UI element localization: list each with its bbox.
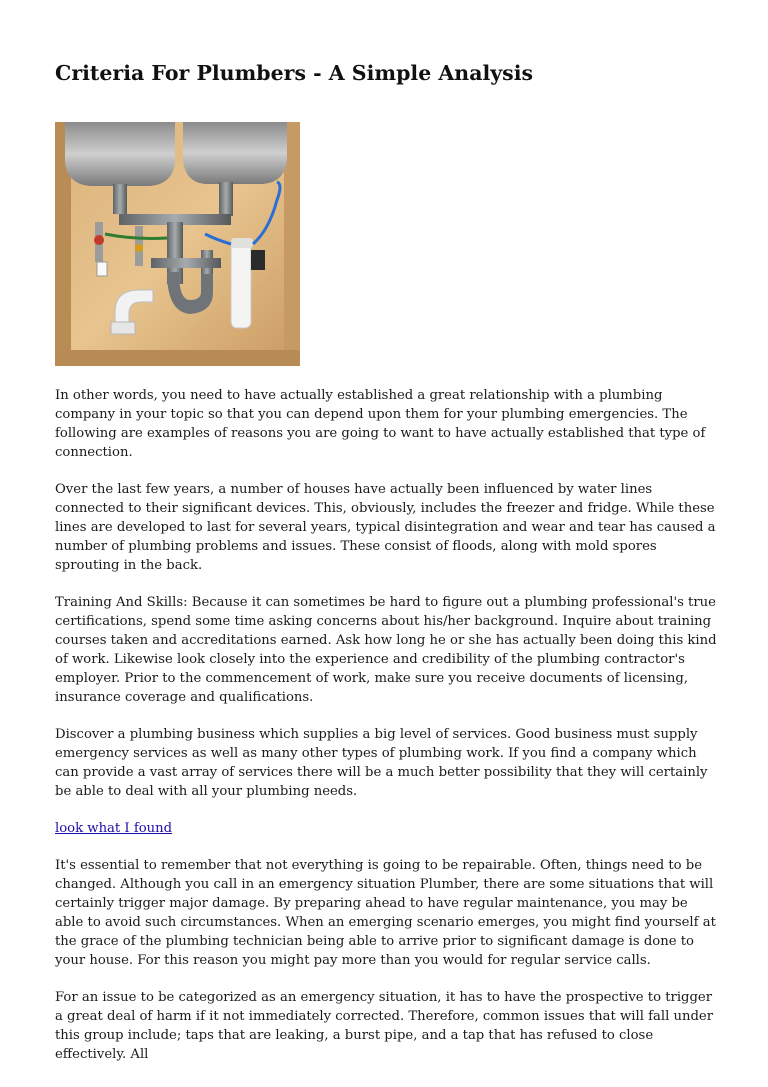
look-what-i-found-link[interactable]: look what I found bbox=[55, 821, 173, 836]
sink-plumbing-photo bbox=[55, 122, 300, 366]
paragraph-5: It's essential to remember that not everything is going to be repairable. Often, things need to be changed. Although you call in an emergency situation Plumber, there are some situations that will certainly trigger major damage. By preparing ahead to have regular maintenance, you may be able to avoid such circumstances. When an emerging scenario emerges, you might find yourself at the grace of the plumbing technician being able to arrive prior to significant damage is done to your house. For this reason you might pay more than you would for regular service calls. bbox=[55, 858, 716, 968]
page-title: Criteria For Plumbers - A Simple Analysis bbox=[55, 61, 534, 85]
article-body bbox=[55, 386, 717, 1082]
paragraph-3: Training And Skills: Because it can sometimes be hard to figure out a plumbing professional's true certifications, spend some time asking concerns about his/her background. Inquire about training courses taken and accreditations earned. Ask how long he or she has actually been doing this kind of work. Likewise look closely into the experience and credibility of the plumbing contractor's employer. Prior to the commencement of work, make sure you receive documents of licensing, insurance coverage and qualifications. bbox=[55, 595, 717, 705]
paragraph-2: Over the last few years, a number of houses have actually been influenced by water lines connected to their significant devices. This, obviously, includes the freezer and fridge. While these lines are developed to last for several years, typical disintegration and wear and tear has caused a number of plumbing problems and issues. These consist of floods, along with mold spores sprouting in the back. bbox=[55, 482, 716, 573]
paragraph-6: For an issue to be categorized as an emergency situation, it has to have the prospective to trigger a great deal of harm if it not immediately corrected. Therefore, common issues that will fall under this group include; taps that are leaking, a burst pipe, and a tap that has refused to close effectively. All bbox=[55, 990, 714, 1062]
paragraph-4: Discover a plumbing business which supplies a big level of services. Good business must supply emergency services as well as many other types of plumbing work. If you find a company which can provide a vast array of services there will be a much better possibility that they will certainly be able to deal with all your plumbing needs. bbox=[55, 727, 708, 799]
paragraph-1: In other words, you need to have actually established a great relationship with a plumbing company in your topic so that you can depend upon them for your plumbing emergencies. The following are examples of reasons you are going to want to have actually established that type of connection. bbox=[55, 388, 706, 460]
link-paragraph bbox=[55, 819, 717, 838]
